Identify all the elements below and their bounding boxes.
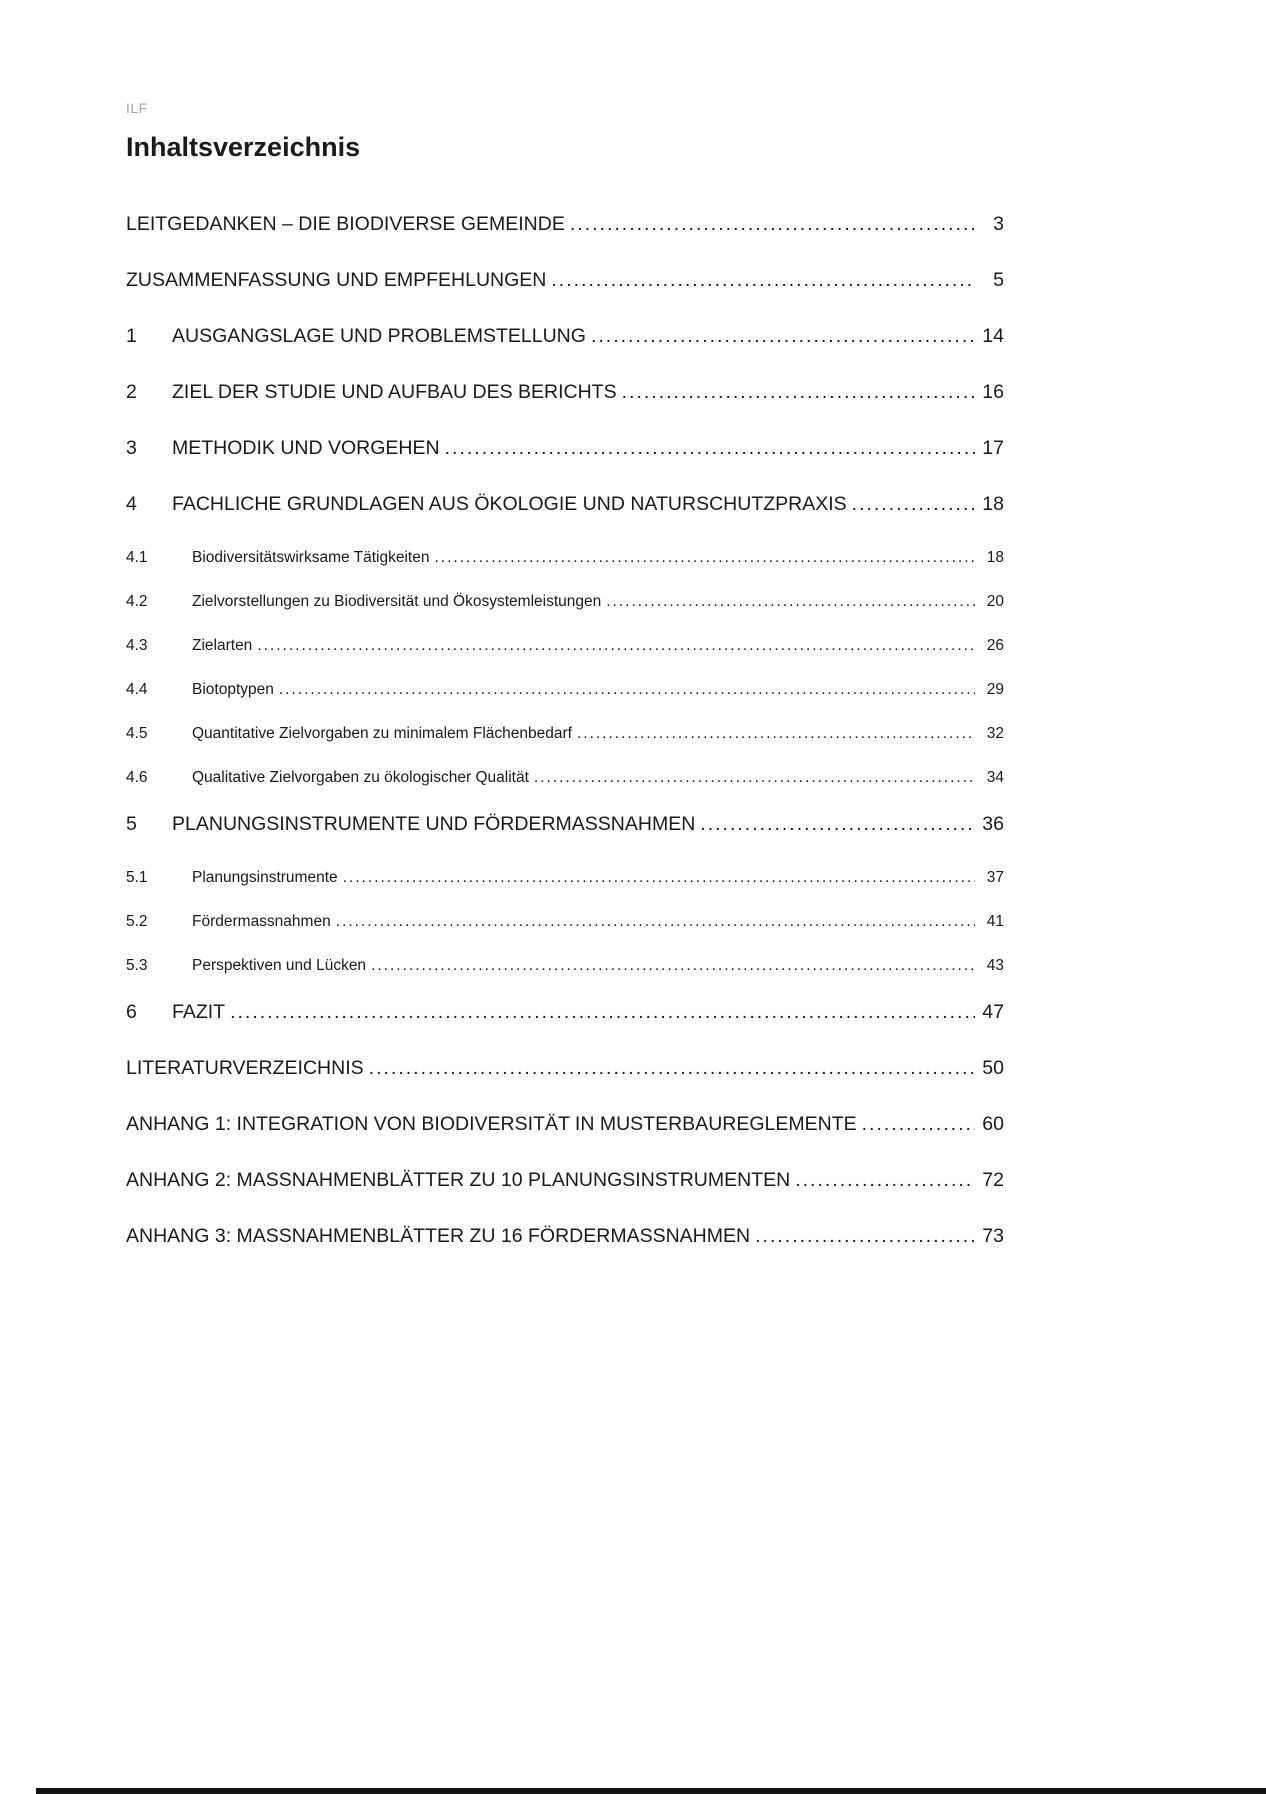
toc-leader-dots (551, 269, 975, 292)
toc-entry[interactable] (126, 213, 1004, 236)
toc-content (126, 100, 1004, 1248)
toc-entry-page-number: 32 (986, 725, 1004, 742)
toc-entry-label: ZIEL DER STUDIE UND AUFBAU DES BERICHTS (172, 381, 617, 403)
toc-entry-label: ZUSAMMENFASSUNG UND EMPFEHLUNGEN (126, 269, 547, 291)
toc-entry-number: 3 (126, 437, 137, 459)
toc-entry-page-number: 37 (986, 869, 1004, 886)
toc-entry-number: 5 (126, 813, 137, 835)
toc-leader-dots (852, 493, 975, 516)
toc-leader-dots (343, 869, 975, 887)
toc-entry-label: FACHLICHE GRUNDLAGEN AUS ÖKOLOGIE UND NATURSCHUTZPRAXIS (172, 493, 847, 515)
toc-entry[interactable] (126, 769, 1004, 787)
toc-entry-page-number: 50 (982, 1057, 1004, 1079)
toc-entry[interactable] (126, 269, 1004, 292)
page-title: Inhaltsverzeichnis (126, 132, 361, 162)
toc-entry[interactable] (126, 869, 1004, 887)
toc-leader-dots (622, 381, 975, 404)
toc-leader-dots (577, 725, 975, 743)
toc-entry-label: ANHANG 3: MASSNAHMENBLÄTTER ZU 16 FÖRDERMASSNAHMEN (126, 1225, 751, 1247)
toc-leader-dots (369, 1057, 975, 1080)
page-bottom-edge (36, 1788, 1266, 1794)
toc-entry[interactable] (126, 813, 1004, 836)
toc-leader-dots (755, 1225, 975, 1248)
toc-entry-page-number: 26 (986, 637, 1004, 654)
toc-entry[interactable] (126, 725, 1004, 743)
toc-entry-page-number: 29 (986, 681, 1004, 698)
toc-entry-number: 4.1 (126, 549, 148, 566)
toc-entry-page-number: 18 (982, 493, 1004, 515)
toc-leader-dots (279, 681, 975, 699)
toc-entry-label: AUSGANGSLAGE UND PROBLEMSTELLUNG (172, 325, 586, 347)
toc-entry-number: 5.1 (126, 869, 148, 886)
toc-entry[interactable] (126, 549, 1004, 567)
toc-leader-dots (371, 957, 975, 975)
toc-entry-page-number: 14 (982, 325, 1004, 347)
toc-entry-page-number: 16 (982, 381, 1004, 403)
toc-entry-label: LITERATURVERZEICHNIS (126, 1057, 364, 1079)
toc-entry-page-number: 17 (982, 437, 1004, 459)
table-of-contents (126, 213, 1004, 1248)
toc-entry-label: Planungsinstrumente (192, 869, 338, 886)
toc-entry-page-number: 18 (986, 549, 1004, 566)
toc-entry-label: Fördermassnahmen (192, 913, 331, 930)
toc-entry[interactable] (126, 493, 1004, 516)
toc-entry-label: Quantitative Zielvorgaben zu minimalem Flächenbedarf (192, 725, 572, 742)
toc-entry-label: LEITGEDANKEN – DIE BIODIVERSE GEMEINDE (126, 213, 565, 235)
toc-entry-number: 4.2 (126, 593, 148, 610)
toc-entry[interactable] (126, 1057, 1004, 1080)
toc-entry-number: 5.2 (126, 913, 148, 930)
toc-entry[interactable] (126, 681, 1004, 699)
toc-entry[interactable] (126, 1169, 1004, 1192)
toc-entry-page-number: 5 (993, 269, 1004, 291)
toc-entry-label: METHODIK UND VORGEHEN (172, 437, 440, 459)
toc-entry-label: ANHANG 2: MASSNAHMENBLÄTTER ZU 10 PLANUNGSINSTRUMENTEN (126, 1169, 791, 1191)
toc-entry-number: 4 (126, 493, 137, 515)
toc-entry[interactable] (126, 593, 1004, 611)
toc-entry[interactable] (126, 437, 1004, 460)
toc-entry-label: Zielarten (192, 637, 253, 654)
toc-entry-page-number: 20 (986, 593, 1004, 610)
toc-entry-number: 1 (126, 325, 137, 347)
toc-entry-label: Perspektiven und Lücken (192, 957, 367, 974)
toc-leader-dots (257, 637, 975, 655)
toc-entry-page-number: 73 (982, 1225, 1004, 1247)
toc-entry-label: PLANUNGSINSTRUMENTE UND FÖRDERMASSNAHMEN (172, 813, 696, 835)
toc-entry[interactable] (126, 913, 1004, 931)
toc-entry[interactable] (126, 1113, 1004, 1136)
toc-leader-dots (434, 549, 975, 567)
toc-entry-page-number: 43 (986, 957, 1004, 974)
toc-entry-number: 4.5 (126, 725, 148, 742)
toc-entry-label: FAZIT (172, 1001, 226, 1023)
toc-entry-label: Biodiversitätswirksame Tätigkeiten (192, 549, 430, 566)
toc-leader-dots (795, 1169, 975, 1192)
toc-entry[interactable] (126, 381, 1004, 404)
toc-entry-page-number: 47 (982, 1001, 1004, 1023)
toc-leader-dots (700, 813, 975, 836)
toc-entry-label: Zielvorstellungen zu Biodiversität und Ökosystemleistungen (192, 593, 602, 610)
toc-leader-dots (230, 1001, 975, 1024)
toc-entry-label: Biotoptypen (192, 681, 274, 698)
toc-entry-page-number: 72 (982, 1169, 1004, 1191)
toc-leader-dots (336, 913, 975, 931)
toc-entry-page-number: 60 (982, 1113, 1004, 1135)
toc-entry-page-number: 3 (993, 213, 1004, 235)
toc-entry[interactable] (126, 957, 1004, 975)
toc-entry[interactable] (126, 637, 1004, 655)
toc-entry-number: 6 (126, 1001, 137, 1023)
toc-leader-dots (591, 325, 975, 348)
toc-entry-number: 4.6 (126, 769, 148, 786)
toc-entry[interactable] (126, 1225, 1004, 1248)
toc-entry[interactable] (126, 325, 1004, 348)
toc-entry-number: 4.3 (126, 637, 148, 654)
toc-leader-dots (445, 437, 975, 460)
toc-leader-dots (606, 593, 975, 611)
toc-leader-dots (570, 213, 975, 236)
toc-entry-number: 2 (126, 381, 137, 403)
toc-entry-page-number: 36 (982, 813, 1004, 835)
toc-entry-page-number: 41 (986, 913, 1004, 930)
toc-entry-label: ANHANG 1: INTEGRATION VON BIODIVERSITÄT IN MUSTERBAUREGLEMENTE (126, 1113, 857, 1135)
document-header-logo: ILF (126, 100, 148, 116)
toc-entry[interactable] (126, 1001, 1004, 1024)
toc-leader-dots (862, 1113, 975, 1136)
toc-entry-page-number: 34 (986, 769, 1004, 786)
toc-entry-label: Qualitative Zielvorgaben zu ökologischer Qualität (192, 769, 529, 786)
toc-entry-number: 4.4 (126, 681, 148, 698)
toc-entry-number: 5.3 (126, 957, 148, 974)
toc-leader-dots (534, 769, 975, 787)
